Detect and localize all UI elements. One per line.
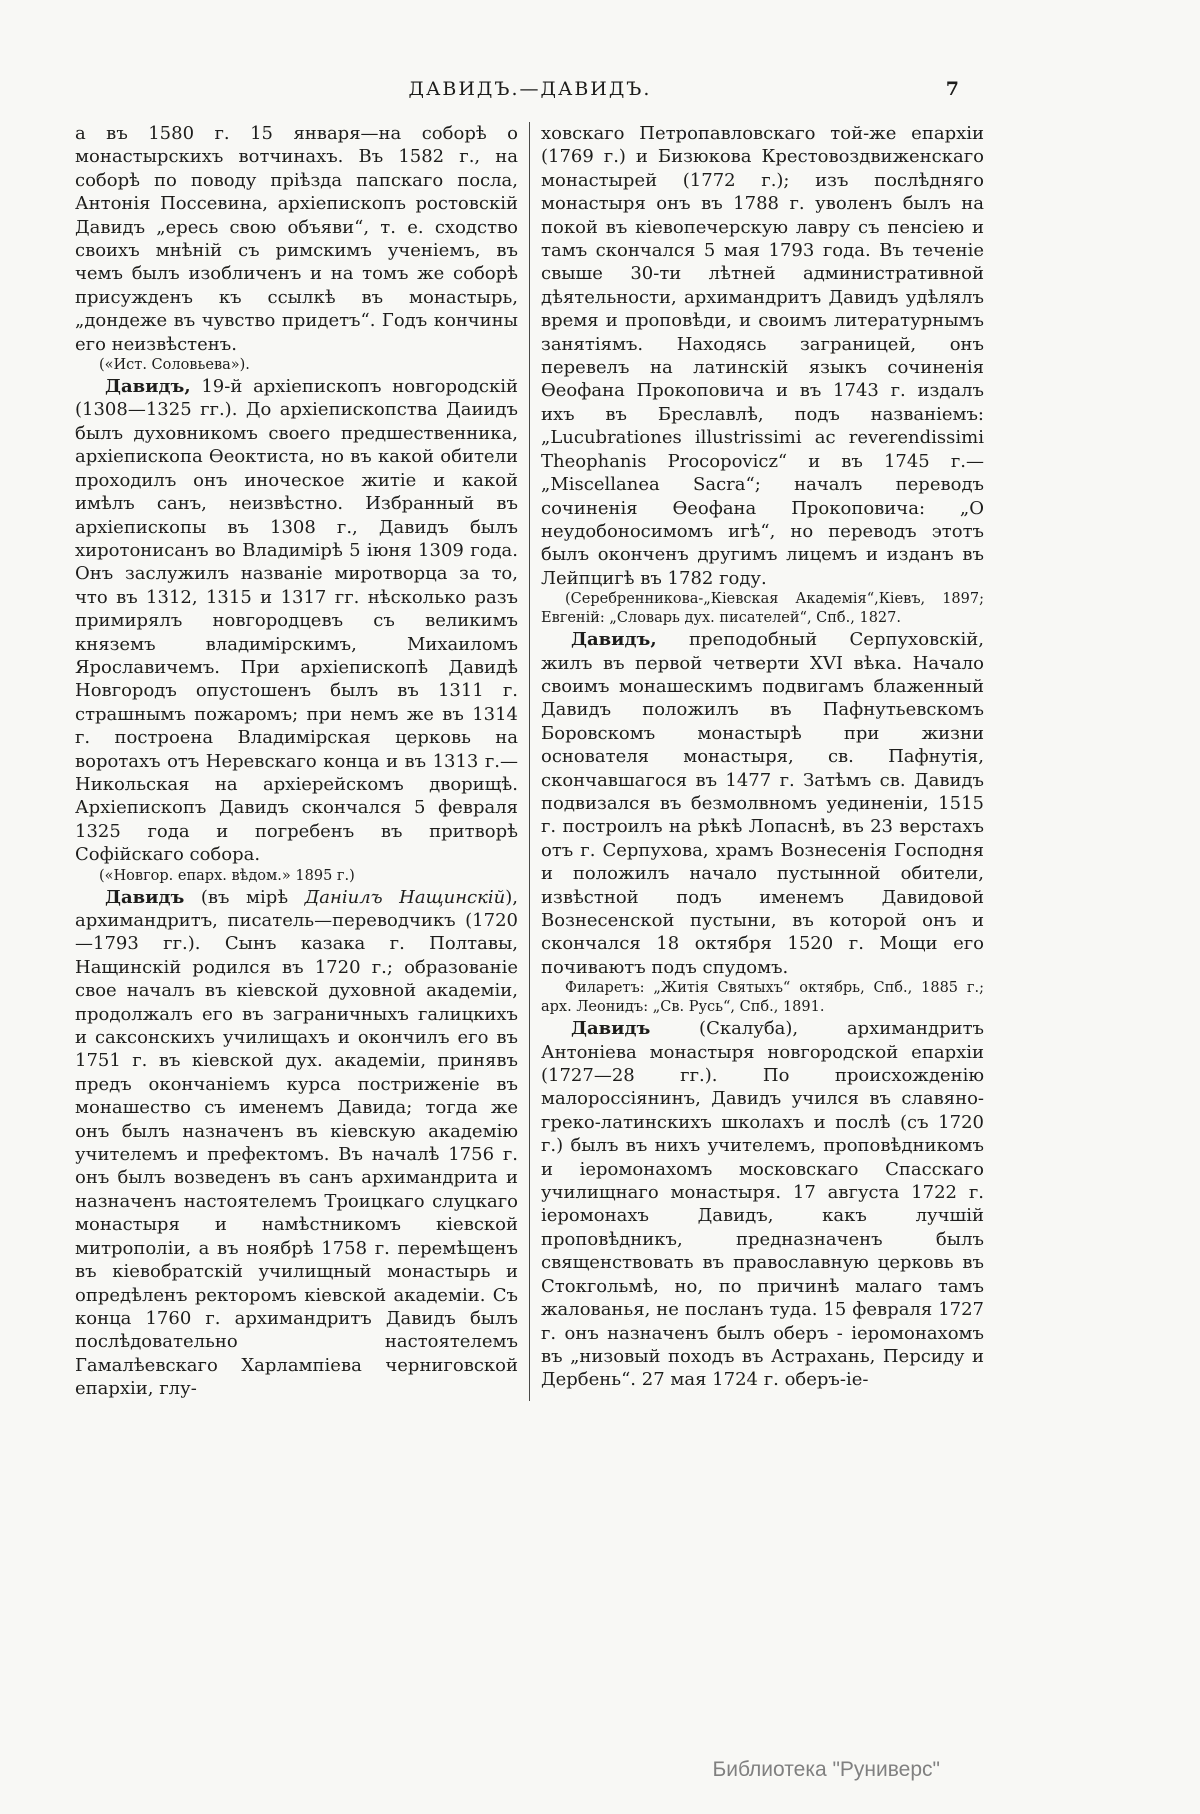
- entry-paragraph: [541, 628, 984, 979]
- text-segment: ), архимандритъ, писатель—переводчикъ (1720—1793 гг.). Сынъ казака г. Полтавы, Нащинскій родился въ 1720 г.; образованіе свое началъ въ кіевской духовной академіи, продолжалъ его въ заграничныхъ галицкихъ и саксонскихъ училищахъ и окончилъ его въ 1751 г. въ кіевской дух. академіи, принявъ предъ окончаніемъ курса постриженіе въ монашество съ именемъ Давида; тогда же онъ былъ назначенъ въ кіевскую академію учителемъ и префектомъ. Въ началѣ 1756 г. онъ былъ возведенъ въ санъ архимандрита и назначенъ настоятелемъ Троицкаго слуцкаго монастыря и намѣстникомъ кіевской митрополіи, а въ ноябрѣ 1758 г. перемѣщенъ въ кіевобратскій училищный монастырь и опредѣленъ ректоромъ кіевской академіи. Съ конца 1760 г. архимандритъ Давидъ былъ послѣдовательно настоятелемъ Гамалѣевскаго Харлампіева черниговской епархіи, глу-: [75, 886, 518, 1400]
- text-segment: (Скалуба), архимандритъ Антоніева монастыря новгородской епархіи (1727—28 гг.). По происхожденію малороссіянинъ, Давидъ учился въ славяно-греко-латинскихъ школахъ и послѣ (съ 1720 г.) былъ въ нихъ учителемъ, проповѣдникомъ и іеромонахомъ московскаго Спасскаго училищнаго монастыря. 17 августа 1722 г. іеромонахъ Давидъ, какъ лучшій проповѣдникъ, предназначенъ былъ священствовать въ православную церковь въ Стокгольмѣ, но, по причинѣ малаго тамъ жалованья, не посланъ туда. 15 февраля 1727 г. онъ назначенъ былъ оберъ - іеромонахомъ въ „низовый походъ въ Астрахань, Персиду и Дербень“. 27 мая 1724 г. оберъ-іе-: [541, 1018, 984, 1391]
- right-column: [541, 122, 984, 1401]
- text-segment: Давидъ: [571, 1018, 651, 1040]
- left-column: [75, 122, 518, 1401]
- text-segment: Давидъ,: [571, 629, 657, 651]
- entry-paragraph: [541, 1017, 984, 1392]
- text-segment: Даніилъ Нащинскій: [304, 886, 506, 908]
- text-segment: (въ мірѣ: [184, 886, 305, 908]
- text-segment: (Серебренникова-„Кіевская Академія“,Кіевъ, 1897; Евгеній: „Словарь дух. писателей“, Спб., 1827.: [541, 591, 984, 627]
- library-watermark: Библиотека "Руниверс": [712, 1758, 940, 1781]
- text-segment: Давидъ,: [105, 376, 191, 398]
- text-segment: Филаретъ: „Житія Святыхъ“ октябрь, Спб., 1885 г.; арх. Леонидъ: „Св. Русь“, Спб., 1891.: [541, 980, 984, 1016]
- text-segment: а въ 1580 г. 15 января—на соборѣ о монастырскихъ вотчинахъ. Въ 1582 г., на соборѣ по поводу пріѣзда папскаго посла, Антонія Поссевина, архіепископъ ростовскій Давидъ „ересь свою объяви“, т. е. сходство своихъ мнѣній съ римскимъ ученіемъ, въ чемъ былъ изобличенъ и на томъ же соборѣ присужденъ къ ссылкѣ въ монастырь, „дондеже въ чувство придетъ“. Годъ кончины его неизвѣстенъ.: [75, 123, 518, 355]
- source-note: [75, 356, 518, 375]
- body-paragraph: [541, 122, 984, 590]
- source-note: [541, 590, 984, 628]
- text-segment: Давидъ: [105, 886, 185, 908]
- page-number: 7: [945, 78, 959, 100]
- text-segment: преподобный Серпуховскій, жилъ въ первой четверти XVI вѣка. Начало своимъ монашескимъ подвигамъ блаженный Давидъ положилъ въ Пафнутьевскомъ Боровскомъ монастырѣ при жизни основателя монастыря, св. Пафнутія, скончавшагося въ 1477 г. Затѣмъ св. Давидъ подвизался въ безмолвномъ уединеніи, 1515 г. построилъ на рѣкѣ Лопаснѣ, въ 23 верстахъ отъ г. Серпухова, храмъ Вознесенія Господня и положилъ начало пустынной обители, извѣстной подъ именемъ Давидовой Вознесенской пустыни, въ которой онъ и скончался 18 октября 1520 г. Мощи его почиваютъ подъ спудомъ.: [541, 629, 984, 978]
- entry-paragraph: [75, 886, 518, 1401]
- body-paragraph: [75, 122, 518, 356]
- page-header: [75, 78, 985, 112]
- text-columns: [75, 122, 985, 1401]
- column-divider: [529, 122, 530, 1401]
- running-title: ДАВИДЪ.—ДАВИДЪ.: [408, 78, 652, 100]
- text-segment: 19-й архіепископъ новгородскій (1308—1325 гг.). До архіепископства Даиидъ былъ духовникомъ своего предшественника, архіепископа Ѳеоктиста, но въ какой обители проходилъ онъ иноческое житіе и какой имѣлъ санъ, неизвѣстно. Избранный въ архіепископы въ 1308 г., Давидъ былъ хиротонисанъ во Владимірѣ 5 іюня 1309 года. Онъ заслужилъ названіе миротворца за то, что въ 1312, 1315 и 1317 гг. нѣсколько разъ примирялъ новгородцевъ съ великимъ княземъ владимірскимъ, Михаиломъ Ярославичемъ. При архіепископѣ Давидѣ Новгородъ опустошенъ былъ въ 1311 г. страшнымъ пожаромъ; при немъ же въ 1314 г. построена Владимірская церковь на воротахъ отъ Неревскаго конца и въ 1313 г.—Никольская на архіерейскомъ дворищѣ. Архіепископъ Давидъ скончался 5 февраля 1325 года и погребенъ въ притворѣ Софійскаго собора.: [75, 376, 518, 866]
- source-note: [75, 867, 518, 886]
- text-segment: ховскаго Петропавловскаго той-же епархіи (1769 г.) и Бизюкова Крестовоздвиженскаго монастырей (1772 г.); изъ послѣдняго монастыря онъ въ 1788 г. уволенъ былъ на покой въ кіевопечерскую лавру съ пенсіею и тамъ скончался 5 мая 1793 года. Въ теченіе свыше 30-ти лѣтней административной дѣятельности, архимандритъ Давидъ удѣлялъ время и проповѣди, и своимъ литературнымъ занятіямъ. Находясь заграницей, онъ перевелъ на латинскій языкъ сочиненія Ѳеофана Прокоповича и въ 1743 г. издалъ ихъ въ Бреславлѣ, подъ названіемъ: „Lucubrationes illustrissimi ac reverendissimi Theophanis Procopovicz“ и въ 1745 г.—„Miscellanea Sacra“; началъ переводъ сочиненія Ѳеофана Прокоповича: „О неудобоносимомъ игѣ“, но переводъ этотъ былъ оконченъ другимъ лицемъ и изданъ въ Лейпцигѣ въ 1782 году.: [541, 123, 984, 589]
- entry-paragraph: [75, 375, 518, 867]
- text-segment: («Новгор. епарх. вѣдом.» 1895 г.): [99, 867, 355, 884]
- source-note: [541, 979, 984, 1017]
- text-segment: («Ист. Соловьева»).: [99, 357, 250, 374]
